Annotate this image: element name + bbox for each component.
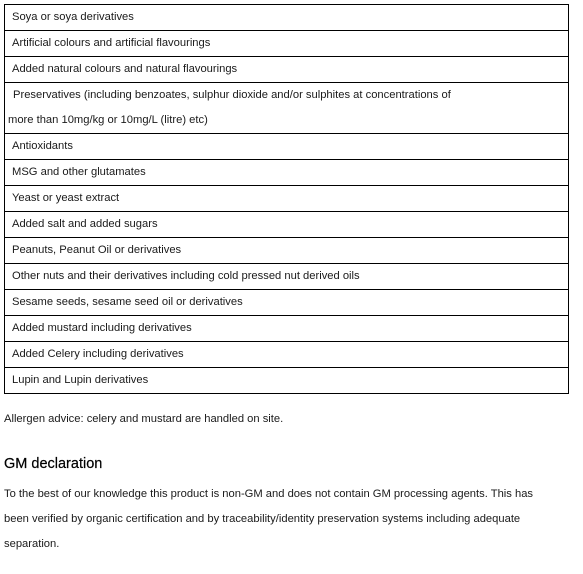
table-row: [5, 83, 569, 134]
table-row: [5, 368, 569, 394]
table-row: [5, 31, 569, 57]
table-row: [5, 290, 569, 316]
table-cell: Soya or soya derivatives: [5, 5, 569, 31]
table-cell: Artificial colours and artificial flavourings: [5, 31, 569, 57]
table-cell: Added salt and added sugars: [5, 212, 569, 238]
paragraph-line: To the best of our knowledge this product is non-GM and does not contain GM processing agents. This has: [4, 488, 534, 500]
table-cell: [5, 83, 569, 134]
gm-declaration-heading: GM declaration: [4, 456, 103, 472]
allergen-advice-text: Allergen advice: celery and mustard are handled on site.: [4, 413, 284, 425]
table-cell-line: Preservatives (including benzoates, sulphur dioxide and/or sulphites at concentrations of: [13, 89, 451, 101]
table-cell: Added natural colours and natural flavourings: [5, 57, 569, 83]
table-row: [5, 316, 569, 342]
paragraph-line: been verified by organic certification and by traceability/identity preservation systems including adequate: [4, 513, 521, 525]
gm-declaration-paragraph: [4, 482, 583, 557]
table-cell: MSG and other glutamates: [5, 160, 569, 186]
table-row: [5, 264, 569, 290]
table-cell: Added Celery including derivatives: [5, 342, 569, 368]
table-row: [5, 238, 569, 264]
table-row: [5, 212, 569, 238]
table-cell: Yeast or yeast extract: [5, 186, 569, 212]
table-row: [5, 342, 569, 368]
table-cell: Antioxidants: [5, 134, 569, 160]
table-cell: Sesame seeds, sesame seed oil or derivatives: [5, 290, 569, 316]
table-row: [5, 57, 569, 83]
table-row: [5, 186, 569, 212]
table-cell: Peanuts, Peanut Oil or derivatives: [5, 238, 569, 264]
table-row: [5, 160, 569, 186]
paragraph-line: separation.: [4, 538, 60, 550]
table-cell: Added mustard including derivatives: [5, 316, 569, 342]
table-cell: Lupin and Lupin derivatives: [5, 368, 569, 394]
table-row: [5, 134, 569, 160]
allergen-table: [4, 4, 569, 394]
table-cell: Other nuts and their derivatives including cold pressed nut derived oils: [5, 264, 569, 290]
table-row: [5, 5, 569, 31]
table-cell-line: more than 10mg/kg or 10mg/L (litre) etc): [8, 114, 208, 126]
